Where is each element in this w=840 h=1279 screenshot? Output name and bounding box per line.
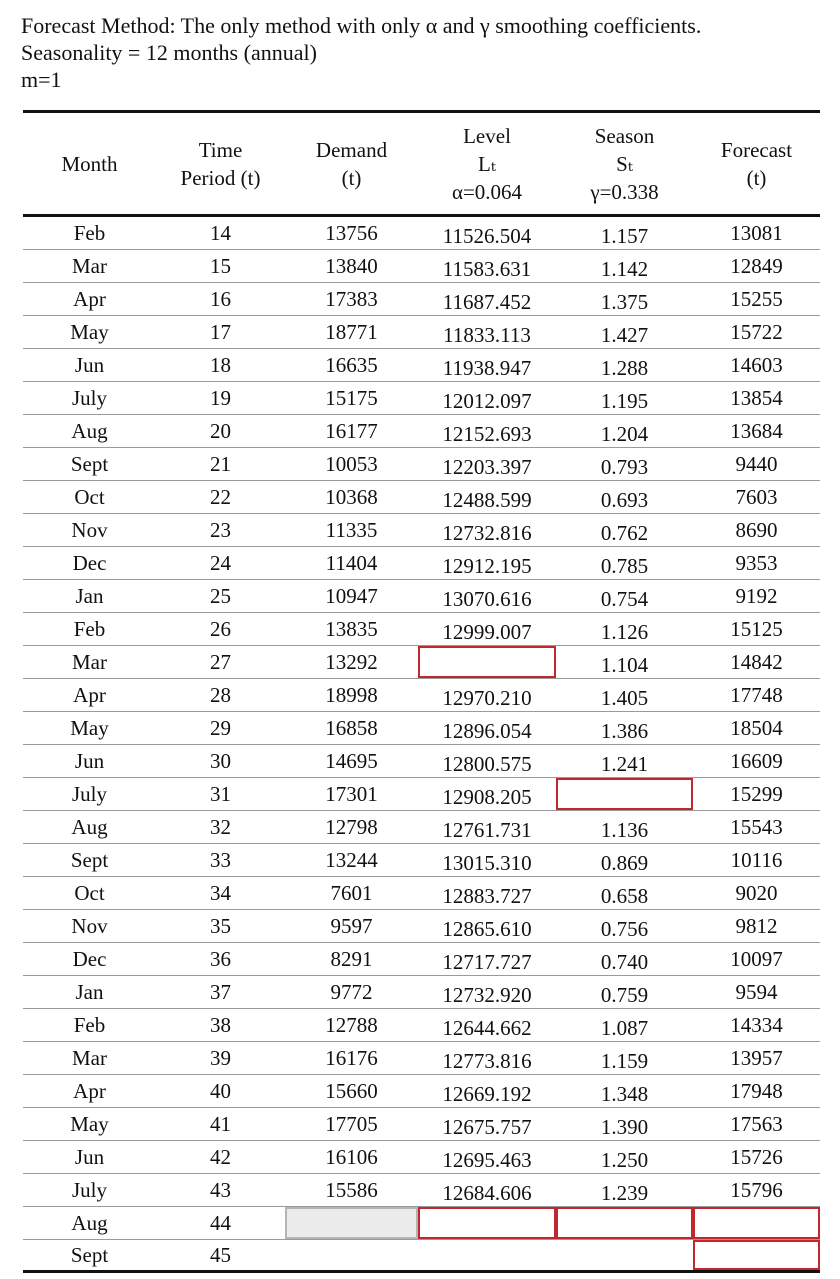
- level-answer-cell[interactable]: [418, 646, 556, 679]
- table-row: [23, 349, 820, 382]
- month-cell: Sept: [23, 844, 156, 877]
- table-row: [23, 679, 820, 712]
- demand-cell: 7601: [285, 877, 418, 910]
- demand-cell: 13292: [285, 646, 418, 679]
- month-cell: Mar: [23, 250, 156, 283]
- month-cell: Feb: [23, 613, 156, 646]
- month-cell: Aug: [23, 1207, 156, 1240]
- header-period: [156, 112, 285, 216]
- table-row: [23, 844, 820, 877]
- level-cell: 12152.693: [418, 415, 556, 448]
- level-cell: 12203.397: [418, 448, 556, 481]
- forecast-cell: 15726: [693, 1141, 820, 1174]
- period-cell: 16: [156, 283, 285, 316]
- month-cell: Aug: [23, 415, 156, 448]
- month-cell: Apr: [23, 283, 156, 316]
- level-cell: 12970.210: [418, 679, 556, 712]
- season-cell: 0.759: [556, 976, 693, 1009]
- demand-cell: [285, 1239, 418, 1272]
- level-cell: 12865.610: [418, 910, 556, 943]
- demand-cell: 15660: [285, 1075, 418, 1108]
- header-season-line2: Sₜ: [616, 151, 633, 176]
- forecast-cell: 10116: [693, 844, 820, 877]
- month-cell: July: [23, 1174, 156, 1207]
- forecast-cell: 13081: [693, 216, 820, 250]
- period-cell: 27: [156, 646, 285, 679]
- demand-cell: 13244: [285, 844, 418, 877]
- table-row: [23, 778, 820, 811]
- month-cell: Dec: [23, 943, 156, 976]
- forecast-cell: 15796: [693, 1174, 820, 1207]
- demand-cell: 17383: [285, 283, 418, 316]
- table-row: [23, 976, 820, 1009]
- forecast-cell: 14334: [693, 1009, 820, 1042]
- season-cell: 1.375: [556, 283, 693, 316]
- demand-cell: 12788: [285, 1009, 418, 1042]
- forecast-cell: 10097: [693, 943, 820, 976]
- period-cell: 41: [156, 1108, 285, 1141]
- demand-cell: 8291: [285, 943, 418, 976]
- demand-cell: 9597: [285, 910, 418, 943]
- period-cell: 35: [156, 910, 285, 943]
- demand-cell: 15175: [285, 382, 418, 415]
- forecast-cell: 15125: [693, 613, 820, 646]
- table-row: [23, 646, 820, 679]
- forecast-cell: 7603: [693, 481, 820, 514]
- forecast-cell: 13684: [693, 415, 820, 448]
- table-row: [23, 1042, 820, 1075]
- header-row: [23, 112, 820, 216]
- header-forecast-line1: Forecast: [720, 137, 793, 162]
- month-cell: Feb: [23, 1009, 156, 1042]
- header-period-line2: Period (t): [180, 165, 261, 190]
- month-cell: Dec: [23, 547, 156, 580]
- table-row: [23, 1108, 820, 1141]
- season-cell: 1.142: [556, 250, 693, 283]
- period-cell: 18: [156, 349, 285, 382]
- level-cell: 11833.113: [418, 316, 556, 349]
- season-answer-cell[interactable]: [556, 778, 693, 811]
- month-cell: Sept: [23, 448, 156, 481]
- month-cell: Aug: [23, 811, 156, 844]
- table-row: [23, 1141, 820, 1174]
- level-cell: 12800.575: [418, 745, 556, 778]
- month-cell: May: [23, 712, 156, 745]
- header-level-line2: Lₜ: [477, 151, 496, 176]
- month-cell: Oct: [23, 481, 156, 514]
- period-cell: 36: [156, 943, 285, 976]
- period-cell: 32: [156, 811, 285, 844]
- demand-cell: 13840: [285, 250, 418, 283]
- period-cell: 39: [156, 1042, 285, 1075]
- forecast-cell: 9353: [693, 547, 820, 580]
- header-demand: [285, 112, 418, 216]
- forecast-cell: 9594: [693, 976, 820, 1009]
- season-cell: 1.104: [556, 646, 693, 679]
- demand-cell: 11335: [285, 514, 418, 547]
- level-cell: [418, 1239, 556, 1272]
- month-cell: Nov: [23, 514, 156, 547]
- season-cell: 1.288: [556, 349, 693, 382]
- forecast-answer-cell[interactable]: [693, 1239, 820, 1272]
- season-cell: 1.195: [556, 382, 693, 415]
- demand-cell: 9772: [285, 976, 418, 1009]
- forecast-cell: 15722: [693, 316, 820, 349]
- level-cell: 12717.727: [418, 943, 556, 976]
- intro-text: [21, 12, 701, 93]
- season-cell: 1.157: [556, 216, 693, 250]
- level-cell: 12695.463: [418, 1141, 556, 1174]
- period-cell: 22: [156, 481, 285, 514]
- table-row: [23, 448, 820, 481]
- level-cell: 11938.947: [418, 349, 556, 382]
- m-value-line: m=1: [21, 67, 62, 92]
- season-cell: 0.869: [556, 844, 693, 877]
- demand-cell: 17301: [285, 778, 418, 811]
- forecast-cell: 8690: [693, 514, 820, 547]
- table-row: [23, 216, 820, 250]
- season-cell: [556, 1239, 693, 1272]
- period-cell: 25: [156, 580, 285, 613]
- season-cell: 1.136: [556, 811, 693, 844]
- forecast-cell: 15299: [693, 778, 820, 811]
- month-cell: Jun: [23, 745, 156, 778]
- header-season-line3: γ=0.338: [590, 179, 659, 204]
- period-cell: 14: [156, 216, 285, 250]
- month-cell: Jan: [23, 976, 156, 1009]
- period-cell: 24: [156, 547, 285, 580]
- level-cell: 11526.504: [418, 216, 556, 250]
- period-cell: 20: [156, 415, 285, 448]
- forecast-cell: 15543: [693, 811, 820, 844]
- period-cell: 34: [156, 877, 285, 910]
- season-cell: 0.793: [556, 448, 693, 481]
- table-row: [23, 877, 820, 910]
- header-level-line3: α=0.064: [451, 179, 523, 204]
- table-row: [23, 1009, 820, 1042]
- level-cell: 12761.731: [418, 811, 556, 844]
- period-cell: 19: [156, 382, 285, 415]
- header-period-line1: Time: [198, 137, 243, 162]
- level-cell: 12908.205: [418, 778, 556, 811]
- table-row: [23, 415, 820, 448]
- header-level: [418, 112, 556, 216]
- season-cell: 0.693: [556, 481, 693, 514]
- level-cell: 12732.816: [418, 514, 556, 547]
- level-cell: 12675.757: [418, 1108, 556, 1141]
- forecast-cell: 13854: [693, 382, 820, 415]
- level-cell: 12999.007: [418, 613, 556, 646]
- header-forecast-line2: (t): [746, 165, 767, 190]
- table-row: [23, 1239, 820, 1272]
- season-cell: 0.740: [556, 943, 693, 976]
- header-season: [556, 112, 693, 216]
- forecast-cell: 9192: [693, 580, 820, 613]
- demand-cell: 16177: [285, 415, 418, 448]
- season-cell: 0.785: [556, 547, 693, 580]
- seasonality-line: Seasonality = 12 months (annual): [21, 40, 317, 65]
- month-cell: Jan: [23, 580, 156, 613]
- header-level-line1: Level: [463, 123, 511, 148]
- period-cell: 45: [156, 1239, 285, 1272]
- table-row: [23, 1207, 820, 1240]
- forecast-cell: 9812: [693, 910, 820, 943]
- season-cell: 1.239: [556, 1174, 693, 1207]
- forecast-method-line: Forecast Method: The only method with only α and γ smoothing coefficients.: [21, 13, 702, 38]
- table-row: [23, 745, 820, 778]
- demand-input-cell[interactable]: [285, 1207, 418, 1240]
- level-cell: 12732.920: [418, 976, 556, 1009]
- level-cell: 13015.310: [418, 844, 556, 877]
- table-row: [23, 910, 820, 943]
- month-cell: Jun: [23, 1141, 156, 1174]
- forecast-cell: 12849: [693, 250, 820, 283]
- forecast-cell: 14603: [693, 349, 820, 382]
- season-cell: 0.762: [556, 514, 693, 547]
- month-cell: Oct: [23, 877, 156, 910]
- forecast-cell: 9020: [693, 877, 820, 910]
- level-cell: 11583.631: [418, 250, 556, 283]
- table-row: [23, 811, 820, 844]
- table-row: [23, 283, 820, 316]
- demand-cell: 10368: [285, 481, 418, 514]
- table-row: [23, 943, 820, 976]
- season-cell: 1.159: [556, 1042, 693, 1075]
- demand-cell: 14695: [285, 745, 418, 778]
- season-answer-cell[interactable]: [556, 1207, 693, 1240]
- demand-cell: 15586: [285, 1174, 418, 1207]
- period-cell: 17: [156, 316, 285, 349]
- level-cell: 12644.662: [418, 1009, 556, 1042]
- forecast-answer-cell[interactable]: [693, 1207, 820, 1240]
- forecast-cell: 15255: [693, 283, 820, 316]
- month-cell: Apr: [23, 679, 156, 712]
- demand-cell: 16176: [285, 1042, 418, 1075]
- month-cell: Nov: [23, 910, 156, 943]
- table-row: [23, 712, 820, 745]
- demand-cell: 12798: [285, 811, 418, 844]
- header-demand-line2: (t): [341, 165, 362, 190]
- forecast-table: [23, 110, 820, 1273]
- month-cell: July: [23, 382, 156, 415]
- table-row: [23, 316, 820, 349]
- header-month: [23, 112, 156, 216]
- demand-cell: 13835: [285, 613, 418, 646]
- season-cell: 1.241: [556, 745, 693, 778]
- period-cell: 30: [156, 745, 285, 778]
- period-cell: 28: [156, 679, 285, 712]
- period-cell: 37: [156, 976, 285, 1009]
- demand-cell: 18771: [285, 316, 418, 349]
- table-row: [23, 382, 820, 415]
- period-cell: 26: [156, 613, 285, 646]
- period-cell: 33: [156, 844, 285, 877]
- season-cell: 1.204: [556, 415, 693, 448]
- level-cell: 12912.195: [418, 547, 556, 580]
- level-cell: 12896.054: [418, 712, 556, 745]
- forecast-cell: 18504: [693, 712, 820, 745]
- demand-cell: 10947: [285, 580, 418, 613]
- level-cell: 12012.097: [418, 382, 556, 415]
- period-cell: 23: [156, 514, 285, 547]
- season-cell: 1.427: [556, 316, 693, 349]
- level-cell: 12669.192: [418, 1075, 556, 1108]
- header-demand-line1: Demand: [315, 137, 388, 162]
- table-row: [23, 613, 820, 646]
- period-cell: 38: [156, 1009, 285, 1042]
- demand-cell: 10053: [285, 448, 418, 481]
- demand-cell: 17705: [285, 1108, 418, 1141]
- season-cell: 0.756: [556, 910, 693, 943]
- demand-cell: 16635: [285, 349, 418, 382]
- season-cell: 1.348: [556, 1075, 693, 1108]
- season-cell: 1.126: [556, 613, 693, 646]
- month-cell: May: [23, 1108, 156, 1141]
- demand-cell: 11404: [285, 547, 418, 580]
- level-cell: 12773.816: [418, 1042, 556, 1075]
- season-cell: 1.405: [556, 679, 693, 712]
- month-cell: July: [23, 778, 156, 811]
- level-cell: 12684.606: [418, 1174, 556, 1207]
- table-row: [23, 514, 820, 547]
- table-row: [23, 250, 820, 283]
- demand-cell: 13756: [285, 216, 418, 250]
- month-cell: Jun: [23, 349, 156, 382]
- header-month-label: Month: [61, 151, 118, 176]
- season-cell: 1.250: [556, 1141, 693, 1174]
- table-row: [23, 1174, 820, 1207]
- season-cell: 1.087: [556, 1009, 693, 1042]
- table-row: [23, 580, 820, 613]
- month-cell: Feb: [23, 216, 156, 250]
- level-cell: 13070.616: [418, 580, 556, 613]
- month-cell: Sept: [23, 1239, 156, 1272]
- table-row: [23, 481, 820, 514]
- month-cell: Mar: [23, 1042, 156, 1075]
- month-cell: Mar: [23, 646, 156, 679]
- period-cell: 21: [156, 448, 285, 481]
- demand-cell: 16858: [285, 712, 418, 745]
- forecast-cell: 17748: [693, 679, 820, 712]
- period-cell: 40: [156, 1075, 285, 1108]
- period-cell: 31: [156, 778, 285, 811]
- level-cell: 12883.727: [418, 877, 556, 910]
- demand-cell: 16106: [285, 1141, 418, 1174]
- forecast-cell: 17563: [693, 1108, 820, 1141]
- period-cell: 42: [156, 1141, 285, 1174]
- period-cell: 29: [156, 712, 285, 745]
- month-cell: Apr: [23, 1075, 156, 1108]
- level-cell: 11687.452: [418, 283, 556, 316]
- season-cell: 1.386: [556, 712, 693, 745]
- table-body: [23, 216, 820, 1272]
- month-cell: May: [23, 316, 156, 349]
- period-cell: 15: [156, 250, 285, 283]
- header-forecast: [693, 112, 820, 216]
- period-cell: 43: [156, 1174, 285, 1207]
- season-cell: 1.390: [556, 1108, 693, 1141]
- level-answer-cell[interactable]: [418, 1207, 556, 1240]
- forecast-cell: 9440: [693, 448, 820, 481]
- level-cell: 12488.599: [418, 481, 556, 514]
- table-row: [23, 1075, 820, 1108]
- forecast-cell: 13957: [693, 1042, 820, 1075]
- forecast-cell: 14842: [693, 646, 820, 679]
- period-cell: 44: [156, 1207, 285, 1240]
- table-row: [23, 547, 820, 580]
- header-season-line1: Season: [594, 123, 655, 148]
- demand-cell: 18998: [285, 679, 418, 712]
- table-header: [23, 112, 820, 216]
- forecast-cell: 16609: [693, 745, 820, 778]
- season-cell: 0.658: [556, 877, 693, 910]
- forecast-cell: 17948: [693, 1075, 820, 1108]
- season-cell: 0.754: [556, 580, 693, 613]
